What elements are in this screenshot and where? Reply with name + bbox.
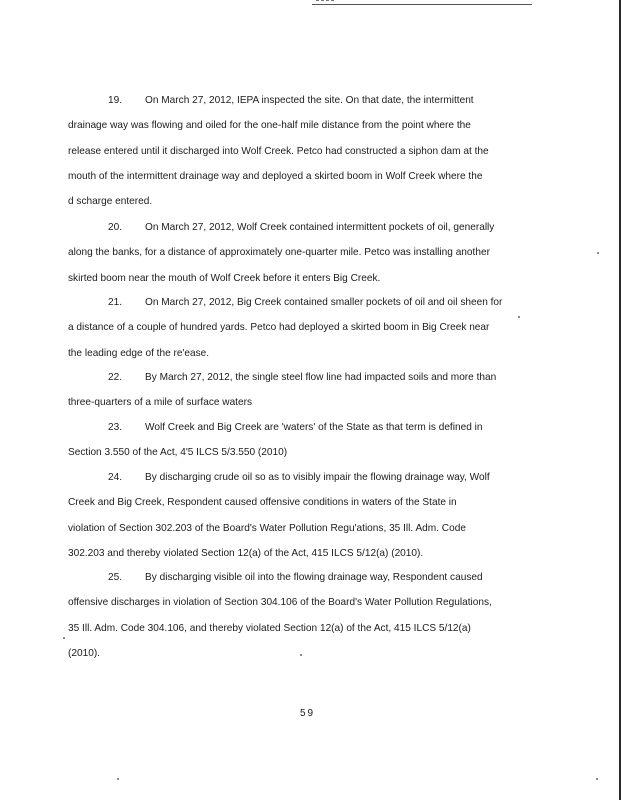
paragraph-line: 35 Ill. Adm. Code 304.106, and thereby violated Section 12(a) of the Act, 415 ILCS 5/12(a) — [68, 622, 471, 634]
paragraph-line: By discharging visible oil into the flowing drainage way, Respondent caused — [145, 572, 483, 583]
paragraph-line: Wolf Creek and Big Creek are 'waters' of the State as that term is defined in — [145, 422, 483, 433]
paragraph-line: violation of Section 302.203 of the Board's Water Pollution Regu'ations, 35 Ill. Adm. Code — [68, 522, 466, 534]
paragraph-line: offensive discharges in violation of Section 304.106 of the Board's Water Pollution Regulations, — [68, 597, 492, 609]
paragraph-number: 22. — [108, 372, 123, 383]
paragraph-line: three-quarters of a mile of surface waters — [68, 397, 253, 409]
paragraph-line: along the banks, for a distance of approximately one-quarter mile. Petco was installing another — [68, 247, 490, 259]
scan-speck — [518, 316, 520, 318]
scan-speck — [117, 778, 119, 780]
scan-speck — [597, 252, 599, 254]
paragraph-line: (2010). — [68, 647, 100, 659]
paragraph-line: Creek and Big Creek, Respondent caused offensive conditions in waters of the State in — [68, 497, 457, 509]
paragraph-line: drainage way was flowing and oiled for the one-half mile distance from the point where the — [68, 120, 471, 132]
paragraph-line: mouth of the intermittent drainage way and deployed a skirted boom in Wolf Creek where the — [68, 170, 483, 182]
paragraph-number: 21. — [108, 297, 123, 308]
page-number: 59 — [300, 708, 316, 719]
top-rule — [312, 4, 532, 5]
paragraph-line: On March 27, 2012, Wolf Creek contained intermittent pockets of oil, generally — [145, 222, 495, 233]
paragraph-line: On March 27, 2012, IEPA inspected the site. On that date, the intermittent — [145, 95, 474, 106]
scan-speck — [596, 778, 598, 780]
paragraph-line: a distance of a couple of hundred yards. Petco had deployed a skirted boom in Big Creek near — [68, 322, 490, 334]
paragraph-line: skirted boom near the mouth of Wolf Creek before it enters Big Creek. — [68, 272, 381, 284]
paragraph-number: 25. — [108, 572, 123, 583]
paragraph-number: 20. — [108, 222, 123, 233]
paragraph-line: the leading edge of the re'ease. — [68, 347, 210, 359]
paragraph-line: By March 27, 2012, the single steel flow line had impacted soils and more than — [145, 372, 497, 383]
scan-speck — [63, 637, 65, 639]
paragraph-line: On March 27, 2012, Big Creek contained smaller pockets of oil and oil sheen for — [145, 297, 503, 308]
paragraph-number: 19. — [108, 95, 123, 106]
scan-speck — [300, 654, 302, 656]
paragraph-line: By discharging crude oil so as to visibly impair the flowing drainage way, Wolf — [145, 472, 490, 483]
paragraph-number: 23. — [108, 422, 123, 433]
paragraph-line: release entered until it discharged into Wolf Creek. Petco had constructed a siphon dam at the — [68, 145, 489, 157]
top-dash — [316, 0, 334, 1]
paragraph-line: Section 3.550 of the Act, 4'5 ILCS 5/3.550 (2010) — [68, 447, 288, 459]
paragraph-line: d scharge entered. — [68, 196, 153, 208]
paragraph-line: 302.203 and thereby violated Section 12(a) of the Act, 415 ILCS 5/12(a) (2010). — [68, 547, 424, 559]
paragraph-number: 24. — [108, 472, 123, 483]
